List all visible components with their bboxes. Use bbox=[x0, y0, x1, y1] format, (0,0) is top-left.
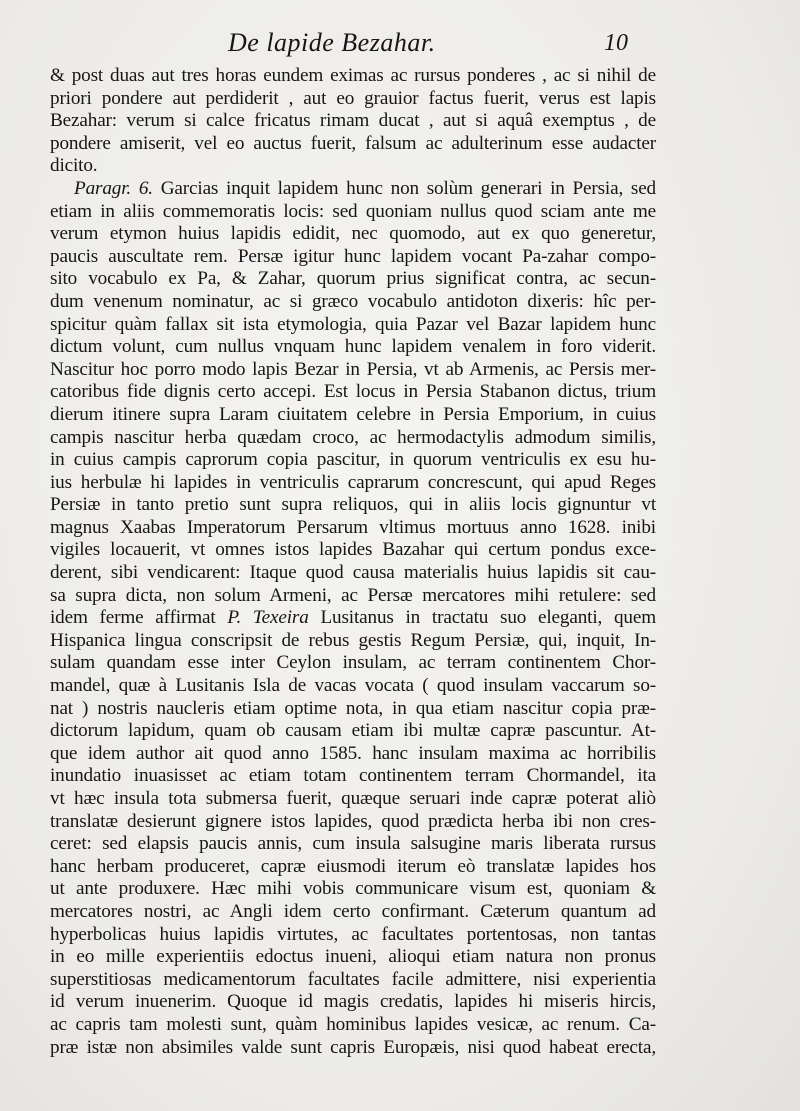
text-line: ut ante produxere. Hæc mihi vobis communicare visum est, quoniam & bbox=[50, 878, 656, 900]
text-line: derent, sibi vendicarent: Itaque quod causa materialis huius lapidis sit cau- bbox=[50, 562, 656, 584]
text-line: ius herbulæ hi lapides in ventriculis caprarum concrescunt, qui apud Reges bbox=[50, 471, 656, 493]
text-line: campis nascitur herba quædam croco, ac hermodactylis admodum similis, bbox=[50, 426, 656, 448]
text-line: in eo mille experientiis edoctus inueni, alioqui etiam natura non pronus bbox=[50, 946, 656, 968]
text-line: & post duas aut tres horas eundem eximas ac rursus ponderes , ac si nihil de bbox=[50, 65, 656, 86]
text-line: verum etymon huius lapidis edidit, nec quomodo, aut ex quo generetur, bbox=[50, 223, 656, 245]
text-line: que idem author ait quod anno 1585. hanc insulam maxima ac horribilis bbox=[50, 742, 656, 764]
text-line: Persiæ in tanto pretio sunt supra reliquos, qui in aliis locis gignuntur vt bbox=[50, 494, 656, 516]
text-segment: Garcias inquit lapidem hunc non solùm generari in Persia, sed bbox=[160, 177, 656, 199]
author-name: P. Texeira bbox=[227, 607, 309, 629]
text-line: dictorum lapidum, quam ob causam etiam ibi multæ capræ pascuntur. At- bbox=[50, 720, 656, 742]
page-number: 10 bbox=[604, 30, 628, 56]
text-line bbox=[50, 178, 656, 201]
text-line: ac capris tam molesti sunt, quàm hominibus lapides vesicæ, ac renum. Ca- bbox=[50, 1013, 656, 1035]
text-line: Nascitur hoc porro modo lapis Bezar in Persia, vt ab Armenis, ac Persis mer- bbox=[50, 358, 656, 380]
text-line: mercatores nostri, ac Angli idem certo confirmant. Cæterum quantum ad bbox=[50, 900, 656, 922]
text-line: ceret: sed elapsis paucis annis, cum insula salsugine maris liberata rursus bbox=[50, 833, 656, 855]
text-line: mandel, quæ à Lusitanis Isla de vacas vocata ( quod insulam vaccarum so- bbox=[50, 675, 656, 697]
text-line: priori pondere aut perdiderit , aut eo grauior factus fuerit, verus est lapis bbox=[50, 87, 656, 109]
text-line: præ istæ non absimiles valde sunt capris Europæis, nisi quod habeat erecta, bbox=[50, 1036, 656, 1058]
text-line: dicito. bbox=[50, 155, 98, 177]
text-line: pondere amiserit, vel eo auctus fuerit, falsum ac adulterinum esse audacter bbox=[50, 132, 656, 154]
text-line: etiam in aliis commemoratis locis: sed quoniam nullus quod sciam ante me bbox=[50, 200, 656, 222]
text-line: catoribus fide dignis certo accepi. Est locus in Persia Stabanon dictus, trium bbox=[50, 381, 656, 403]
paragraph-label: Paragr. 6. bbox=[74, 177, 153, 199]
text-line: sa supra dicta, non solum Armeni, ac Persæ mercatores mihi retulere: sed bbox=[50, 584, 656, 606]
text-line: hanc herbam produceret, capræ eiusmodi iterum eò translatæ lapides hos bbox=[50, 855, 656, 877]
text-line: inundatio inuasisset ac etiam totam continentem terram Chormandel, ita bbox=[50, 765, 656, 787]
text-line: vigiles locauerit, vt omnes istos lapides Bazahar qui certum pondus exce- bbox=[50, 539, 656, 561]
text-line: hyperbolicas huius lapidis virtutes, ac facultates portentosas, non tantas bbox=[50, 923, 656, 945]
text-line: paucis auscultate rem. Persæ igitur hunc lapidem vocant Pa-zahar compo- bbox=[50, 245, 656, 267]
text-line: sulam quandam esse inter Ceylon insulam, ac terram continentem Chor- bbox=[50, 652, 656, 674]
text-line: spicitur quàm fallax sit ista etymologia, quia Pazar vel Bazar lapidem hunc bbox=[50, 313, 656, 335]
text-segment: Lusitanus in tractatu suo eleganti, quem bbox=[320, 607, 656, 629]
text-line: Bezahar: verum si calce fricatus rimam ducat , aut si aquâ exemptus , de bbox=[50, 110, 656, 132]
text-line: id verum inuenerim. Quoque id magis credatis, lapides hi miseris hircis, bbox=[50, 991, 656, 1013]
text-segment: idem ferme affirmat bbox=[50, 607, 216, 629]
text-line: superstitiosas medicamentorum facultates facile admittere, nisi experientia bbox=[50, 968, 656, 990]
running-title: De lapide Bezahar. bbox=[228, 28, 436, 57]
text-line: vt hæc insula tota submersa fuerit, quæque seruari inde capræ poterat aliò bbox=[50, 788, 656, 809]
text-line: in cuius campis caprorum copia pascitur, in quorum ventriculis ex esu hu- bbox=[50, 449, 656, 471]
text-line: Hispanica lingua conscripsit de rebus gestis Regum Persiæ, qui, inquit, In- bbox=[50, 629, 656, 651]
body-text bbox=[50, 65, 656, 1059]
page-header bbox=[0, 28, 800, 68]
text-line: sito vocabulo ex Pa, & Zahar, quorum prius significat contra, ac secun- bbox=[50, 268, 656, 290]
text-line: translatæ desierunt gignere istos lapides, quod prædicta herba ibi non cres- bbox=[50, 810, 656, 832]
text-line: dierum itinere supra Laram ciuitatem celebre in Persia Emporium, in cuius bbox=[50, 403, 656, 425]
text-line: dum venenum nominatur, ac si græco vocabulo antidoton dixeris: hîc per- bbox=[50, 290, 656, 312]
text-line: nat ) nostris naucleris etiam optime nota, in qua etiam nascitur copia præ- bbox=[50, 697, 656, 719]
text-line: dictum volunt, cum nullus vnquam hunc lapidem venalem in foro viderit. bbox=[50, 336, 656, 358]
text-line bbox=[50, 607, 656, 630]
text-line: magnus Xaabas Imperatorum Persarum vltimus mortuus anno 1628. inibi bbox=[50, 516, 656, 538]
